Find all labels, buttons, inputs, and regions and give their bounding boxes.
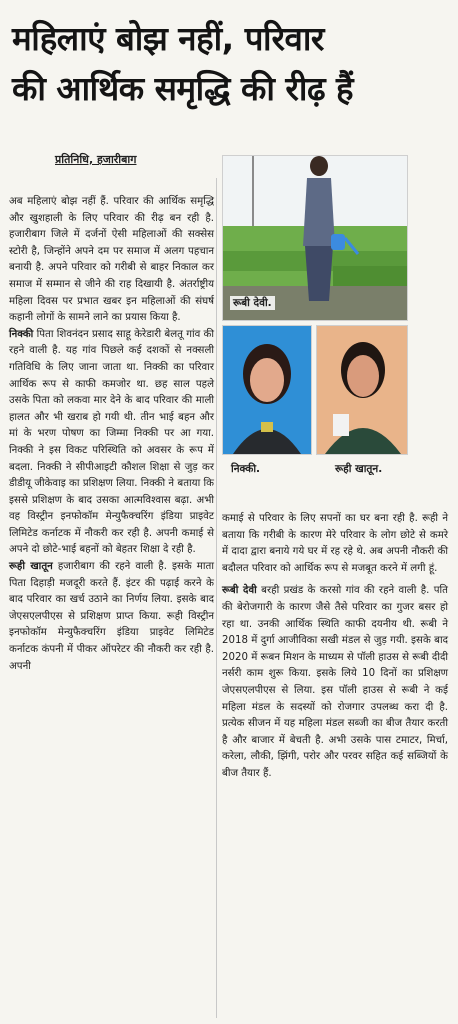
name-nikki: निक्की [9, 328, 34, 340]
headline [12, 14, 448, 114]
article-column-1 [9, 194, 214, 675]
name-ruhi: रूही खातून [9, 561, 53, 573]
ruhi-continued-paragraph: कमाई से परिवार के लिए सपनों का घर बना रही है. रूही ने बताया कि गरीबी के कारण मेरे परिवार के लोग छोटे से कमरे में दादा द्वारा बनाये गये घर में रह रहे थे. अब अपनी नौकरी की बदौलत परिवार को आर्थिक रूप से मजबूत करने में लगी हूं. [222, 513, 448, 574]
name-ruby-devi: रूबी देवी [222, 585, 257, 597]
caption-nikki: निक्की. [231, 463, 261, 475]
caption-ruby-devi: रूबी देवी. [230, 296, 275, 310]
photo-nikki [222, 325, 312, 455]
headline-line-2: की आर्थिक समृद्धि की रीढ़ हैं [12, 69, 354, 108]
byline: प्रतिनिधि, हजारीबाग [55, 153, 137, 166]
article-column-2 [222, 511, 448, 783]
caption-ruhi-khatoon: रूही खातून. [335, 463, 383, 475]
paragraph-nikki [9, 327, 214, 559]
paragraph-ruhi [9, 559, 214, 675]
ruhi-text: हजारीबाग की रहने वाली है. इसके माता पिता दिहाड़ी मजदूरी करते हैं. इंटर की पढ़ाई करने के बाद परिवार का खर्च उठाने का निर्णय लिया. इसके बाद जेएसएलपीएस से प्रशिक्षण प्राप्त किया. रूही विस्ट्रीन इनफोकॉम मेन्युफैक्चरिंग इंडिया प्राइवेट लिमिटेड कर्नाटक कंपनी में पीकर ऑपरेटर की नौकरी कर रही है. अपनी [9, 561, 214, 672]
paragraph-ruby-devi [222, 583, 448, 782]
nikki-text: पिता शिवनंदन प्रसाद साहू केरेडारी बेलतू गांव की रहने वाली है. यह गांव पिछले कई दशकों से नक्सली गतिविधि के लिए जाना जाता था. निक्की का परिवार आर्थिक रूप से काफी कमजोर था. छह साल पहले उसके पिता को लकवा मार देने के बाद परिवार की माली हालत और भी खराब हो गयी थी. तीन भाई बहन और मां के भरण पोषण का जिम्मा निक्की पर आ गया. निक्की ने इस विकट परिस्थिति को अवसर के रूप में बदला. निक्की ने सीपीआइटी कौशल शिक्षा से जुड़ कर डीडीयू जीकेवाइ का प्रशिक्षण लिया. निक्की ने बताया कि इससे प्रशिक्षण के बाद उसका आत्मविश्वास बढ़ा. अभी वह विस्ट्रीन इनफोकॉम मेन्युफैक्चरिंग इंडिया प्राइवेट लिमिटेड कर्नाटक में नौकरी कर रही है. अपनी कमाई से अपने दो छोटे-भाई बहनों को बेहतर शिक्षा दे रही है. [9, 328, 214, 556]
intro-paragraph: अब महिलाएं बोझ नहीं हैं. परिवार की आर्थिक समृद्धि और खुशहाली के लिए परिवार की रीढ़ बन रही है. हजारीबाग जिले में दर्जनों ऐसी महिलाओं की सक्सेस स्टोरी है, जिन्होंने अपने दम पर समाज में अलग पहचान बनायी है. अपने परिवार को गरीबी से बाहर निकाल कर समाज में सम्मान से जीने की राह दिखायी है. अंतर्राष्ट्रीय महिला दिवस पर प्रभात खबर इन महिलाओं की संघर्ष कहानी लोगों के सामने लाने का प्रयास किया है. [9, 196, 214, 324]
column-divider [216, 178, 217, 1018]
headline-line-1: महिलाएं बोझ नहीं, परिवार [12, 19, 324, 58]
photo-ruhi-khatoon [316, 325, 408, 455]
ruby-text: बरही प्रखंड के करसो गांव की रहने वाली है. पति की बेरोजगारी के कारण जैसे तैसे परिवार का गुजर बसर हो रहा था. उनकी आर्थिक स्थिति काफी दयनीय थी. रूबी ने 2018 में दुर्गा आजीविका सखी मंडल से जुड़ गयी. इसके बाद 2020 में रूबन मिशन के माध्यम से पॉली हाउस से रूबी दीदी नर्सरी काम शुरू किया. इसके लिये 10 दिनों का प्रशिक्षण जेएसएलपीएस से लिया. इस पॉली हाउस से रूबी ने कई महिला मंडल के सदस्यों को रोजगार उपलब्ध करा दी है. प्रत्येक सीजन में यह महिला मंडल सब्जी का बीज तैयार करती है और बाजार में बेचती है. अभी उसके पास टमाटर, मिर्चा, करेला, लौकी, झिंगी, परोर और परवर सहित कई सब्जियों के बीज तैयार हैं. [222, 585, 448, 779]
